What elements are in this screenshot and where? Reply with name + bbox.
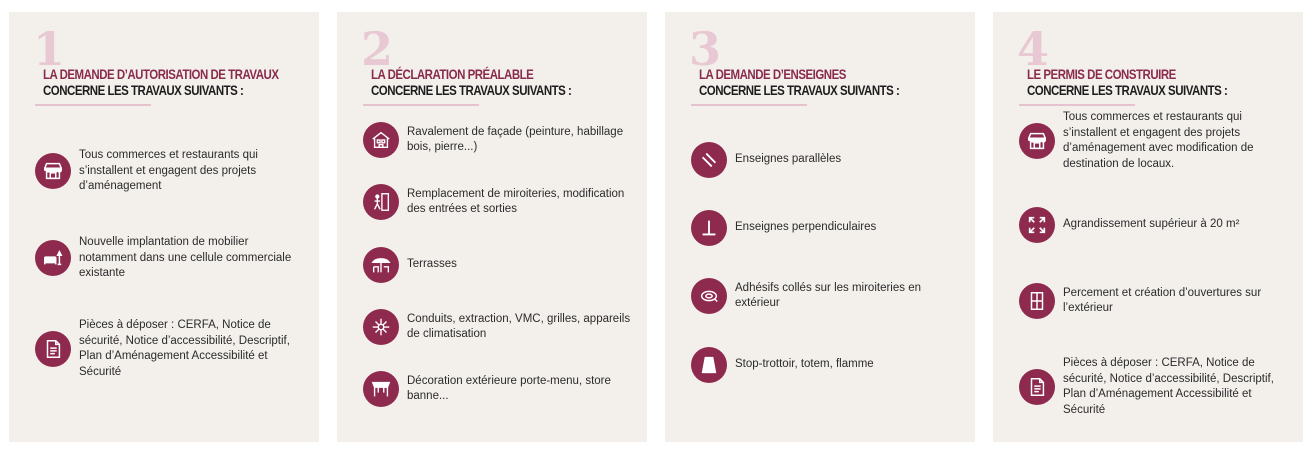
card-header xyxy=(1017,22,1287,116)
sandwich-board-icon xyxy=(691,347,727,383)
title-underline xyxy=(363,104,479,106)
item-text: Stop-trottoir, totem, flamme xyxy=(735,358,874,371)
list-item xyxy=(691,142,961,178)
expand-icon xyxy=(1019,207,1055,243)
item-text: Enseignes perpendiculaires xyxy=(735,221,877,234)
card-title: LE PERMIS DE CONSTRUIRE xyxy=(1027,66,1176,82)
list-item xyxy=(1019,283,1289,319)
card-subtitle: CONCERNE LES TRAVAUX SUIVANTS : xyxy=(1027,82,1228,98)
card-permis-construire xyxy=(993,12,1303,442)
card-subtitle: CONCERNE LES TRAVAUX SUIVANTS : xyxy=(371,82,572,98)
item-text: Tous commerces et restaurants qui s’installent et engagent des projets d’aménagement avec modification de destination de locaux. xyxy=(1063,111,1254,170)
card-title: LA DÉCLARATION PRÉALABLE xyxy=(371,66,534,82)
item-text: Tous commerces et restaurants qui s’installent et engagent des projets d’aménagement xyxy=(79,149,258,192)
item-text: Nouvelle implantation de mobilier notamment dans une cellule commerciale existante xyxy=(79,236,292,279)
storefront-icon xyxy=(35,153,71,189)
awning-icon xyxy=(363,371,399,407)
list-item xyxy=(35,235,305,282)
item-text: Pièces à déposer : CERFA, Notice de sécurité, Notice d’accessibilité, Descriptif, Plan d’Aménagement Accessibilité et Sécurité xyxy=(79,319,290,378)
card-number: 4 xyxy=(1017,22,1050,76)
card-demande-enseignes xyxy=(665,12,975,442)
perpendicular-sign-icon xyxy=(691,210,727,246)
item-text: Ravalement de façade (peinture, habillage bois, pierre...) xyxy=(407,125,624,153)
card-subtitle: CONCERNE LES TRAVAUX SUIVANTS : xyxy=(43,82,244,98)
title-underline xyxy=(691,104,807,106)
item-text: Conduits, extraction, VMC, grilles, appareils de climatisation xyxy=(407,312,631,340)
list-item xyxy=(1019,207,1289,243)
card-header xyxy=(689,22,959,116)
window-door-icon xyxy=(363,184,399,220)
terrace-icon xyxy=(363,247,399,283)
list-item xyxy=(363,122,633,158)
card-title: LA DEMANDE D’ENSEIGNES xyxy=(699,66,846,82)
parallel-sign-icon xyxy=(691,142,727,178)
card-header xyxy=(33,22,303,116)
card-title: LA DEMANDE D’AUTORISATION DE TRAVAUX xyxy=(43,66,279,82)
facade-icon xyxy=(363,122,399,158)
item-text: Agrandissement supérieur à 20 m² xyxy=(1063,218,1240,231)
item-text: Pièces à déposer : CERFA, Notice de sécurité, Notice d’accessibilité, Descriptif, Plan d’Aménagement Accessibilité et Sécurité xyxy=(1063,357,1274,416)
card-autorisation-travaux xyxy=(9,12,319,442)
list-item xyxy=(363,184,633,220)
ventilation-icon xyxy=(363,309,399,345)
item-text: Adhésifs collés sur les miroiteries en extérieur xyxy=(735,281,921,309)
item-text: Percement et création d’ouvertures sur l’extérieur xyxy=(1063,286,1262,314)
list-item xyxy=(1019,356,1289,418)
card-subtitle: CONCERNE LES TRAVAUX SUIVANTS : xyxy=(699,82,900,98)
document-icon xyxy=(35,331,71,367)
list-item xyxy=(691,347,961,383)
item-text: Remplacement de miroiteries, modification des entrées et sorties xyxy=(407,187,625,215)
list-item xyxy=(363,247,633,283)
list-item xyxy=(1019,110,1289,172)
document-icon xyxy=(1019,369,1055,405)
title-underline xyxy=(1019,104,1135,106)
card-number: 2 xyxy=(361,22,394,76)
list-item xyxy=(35,148,305,195)
card-declaration-prealable xyxy=(337,12,647,442)
list-item xyxy=(363,309,633,345)
list-item xyxy=(363,371,633,407)
list-item xyxy=(691,278,961,314)
window-icon xyxy=(1019,283,1055,319)
card-number: 3 xyxy=(689,22,722,76)
title-underline xyxy=(35,104,151,106)
item-text: Enseignes parallèles xyxy=(735,153,842,166)
adhesive-tape-icon xyxy=(691,278,727,314)
card-number: 1 xyxy=(33,22,66,76)
furniture-icon xyxy=(35,240,71,276)
list-item xyxy=(691,210,961,246)
item-text: Terrasses xyxy=(407,258,457,271)
storefront-icon xyxy=(1019,123,1055,159)
list-item xyxy=(35,318,305,380)
item-text: Décoration extérieure porte-menu, store banne... xyxy=(407,374,611,402)
card-header xyxy=(361,22,631,116)
